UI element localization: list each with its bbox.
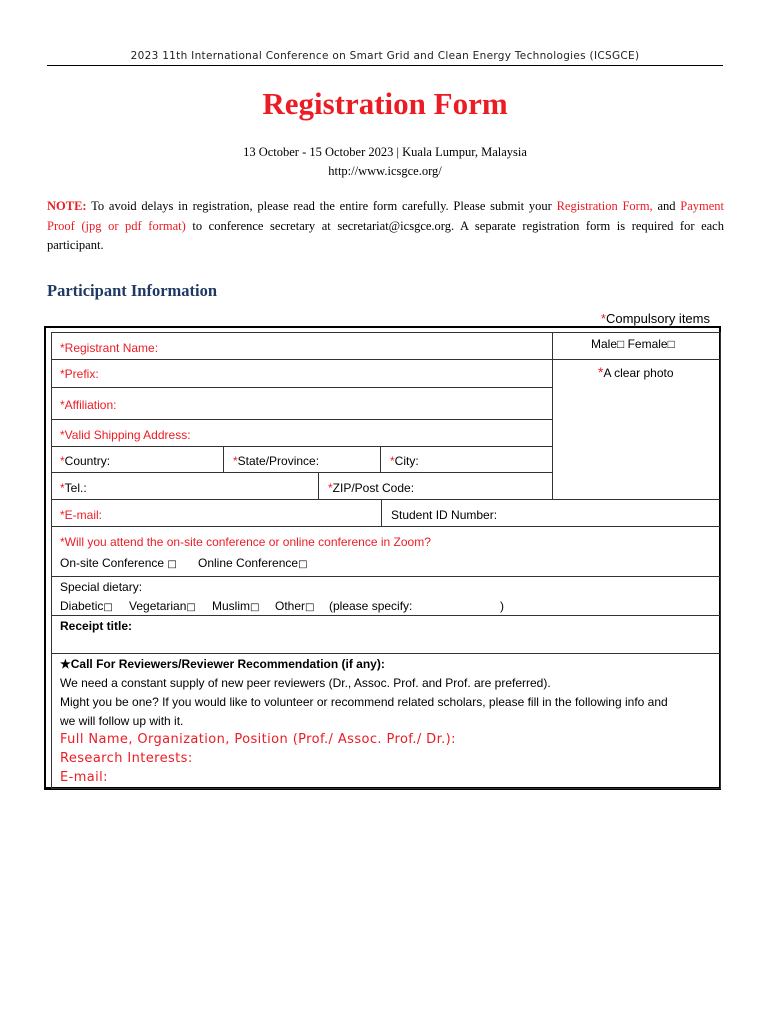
reviewers-line-2: Might you be one? If you would like to volunteer or recommend related scholars, please fill in the following info and [60,695,668,709]
compulsory-label: Compulsory items [605,311,710,326]
diet-other-checkbox[interactable]: □ [305,602,315,613]
zip-label: ZIP/Post Code: [332,481,415,495]
page-title: Registration Form [262,86,508,121]
star: * [60,454,65,468]
prefix-field[interactable] [51,359,553,388]
registrant-name-field[interactable] [51,332,553,360]
diet-muslim[interactable] [212,599,259,613]
section-title: Participant Information [47,281,218,300]
diet-vegetarian-checkbox[interactable]: □ [186,602,196,613]
star: * [60,508,65,522]
research-interests-label[interactable]: Research Interests: [60,751,193,766]
city-label: City: [394,454,419,468]
note-payment-proof: Payment Proof (jpg or pdf format) [47,199,724,233]
tel-field[interactable] [51,472,319,500]
star: * [233,454,238,468]
star: * [328,481,333,495]
star: * [60,367,65,381]
note-text-1: To avoid delays in registration, please read the entire form carefully. Please submit your [86,199,557,213]
state-label: State/Province: [237,454,320,468]
compulsory-star: * [600,311,606,326]
city-field[interactable] [380,446,553,473]
receipt-title-field[interactable] [51,615,721,654]
online-option[interactable] [198,556,308,570]
dietary-field [51,576,721,616]
diet-vegetarian-label: Vegetarian [129,599,187,613]
dietary-label: Special dietary: [60,580,143,594]
note-text-2: and [657,199,681,213]
dates-location: 13 October - 15 October 2023 | Kuala Lumpur, Malaysia [243,145,527,159]
close-paren: ) [500,599,504,613]
star: * [60,398,65,412]
country-label: Country: [64,454,111,468]
onsite-checkbox[interactable]: □ [167,559,177,570]
affiliation-label: Affiliation: [64,398,117,412]
reviewers-field [51,653,721,789]
email-label: E-mail: [64,508,103,522]
reviewers-line-3: we will follow up with it. [60,714,184,728]
zip-field[interactable] [318,472,553,500]
reviewers-line-1: We need a constant supply of new peer reviewers (Dr., Assoc. Prof. and Prof. are preferred). [60,676,551,690]
diet-diabetic[interactable] [60,599,113,613]
photo-area[interactable] [552,359,721,500]
student-id-field[interactable] [381,499,721,527]
onsite-option[interactable] [60,556,177,570]
diet-other-label: Other [275,599,306,613]
registrant-name-label: Registrant Name: [64,341,159,355]
star: * [60,341,65,355]
email-field[interactable] [51,499,382,527]
receipt-title-label: Receipt title: [60,619,133,633]
diet-muslim-label: Muslim [212,599,250,613]
diet-vegetarian[interactable] [129,599,196,613]
header-rule [47,65,723,66]
reviewers-heading: ★Call For Reviewers/Reviewer Recommendation (if any): [60,657,385,671]
star: * [390,454,395,468]
gender-field[interactable] [552,332,721,360]
note-registration-form: Registration Form, [556,199,653,213]
website-link[interactable]: http://www.icsgce.org/ [328,164,442,178]
star: * [60,481,65,495]
photo-label: A clear photo [603,366,674,380]
registration-note [47,197,724,256]
star: * [598,364,604,380]
tel-label: Tel.: [64,481,87,495]
star: * [60,428,65,442]
diet-diabetic-checkbox[interactable]: □ [103,602,113,613]
note-text-3: to conference secretary at secretariat@icsgce.org. A separate registration form is required for each participant. [47,218,724,252]
reviewer-email-label[interactable]: E-mail: [60,770,108,785]
attendance-question: Will you attend the on-site conference or online conference in Zoom? [64,535,431,549]
onsite-label: On-site Conference [60,556,165,570]
gender-options[interactable]: Male□ Female□ [591,337,675,351]
attendance-field [51,526,721,577]
diet-muslim-checkbox[interactable]: □ [250,602,260,613]
conference-header: 2023 11th International Conference on Smart Grid and Clean Energy Technologies (ICSGCE) [130,50,640,62]
reviewer-full-name-label[interactable]: Full Name, Organization, Position (Prof./ Assoc. Prof./ Dr.): [60,732,456,747]
star: * [60,535,65,549]
please-specify-label: (please specify: [329,599,413,613]
prefix-label: Prefix: [64,367,99,381]
compulsory-note [560,311,710,326]
diet-other[interactable] [275,599,314,613]
shipping-address-field[interactable] [51,419,553,447]
diet-diabetic-label: Diabetic [60,599,104,613]
state-field[interactable] [223,446,381,473]
online-label: Online Conference [198,556,299,570]
affiliation-field[interactable] [51,387,553,420]
online-checkbox[interactable]: □ [298,559,308,570]
shipping-address-label: Valid Shipping Address: [64,428,191,442]
note-label: NOTE: [47,199,87,213]
student-id-label: Student ID Number: [391,508,498,522]
country-field[interactable] [51,446,224,473]
